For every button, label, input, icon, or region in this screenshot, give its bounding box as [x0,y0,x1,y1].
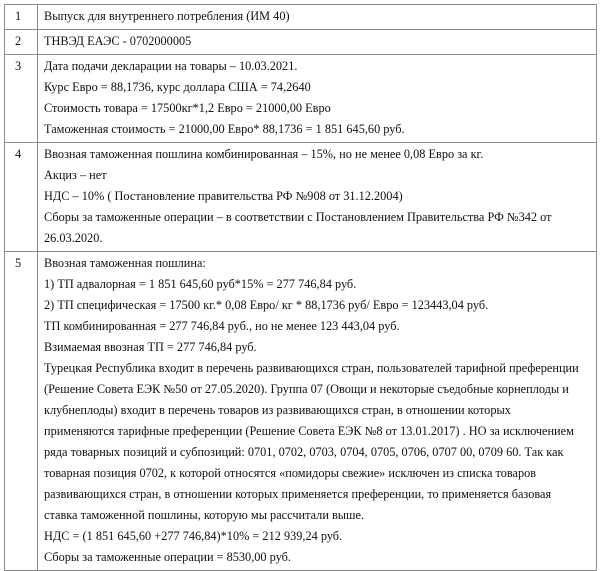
text-line: Сборы за таможенные операции – в соответствии с Постановлением Правительства РФ №342 от [44,210,552,224]
table-row [5,55,597,143]
row-number: 2 [15,34,22,48]
text-line: Ввозная таможенная пошлина комбинированная – 15%, но не менее 0,08 Евро за кг. [44,147,484,161]
text-line: Акциз – нет [44,168,107,182]
text-line: НДС – 10% ( Постановление правительства РФ №908 от 31.12.2004) [44,189,403,203]
text-line: ставка таможенной пошлины, которую мы рассчитали выше. [44,508,365,522]
row-number-cell [5,30,38,55]
row-content-cell [38,252,597,571]
text-line: 1) ТП адвалорная = 1 851 645,60 руб*15% = 277 746,84 руб. [44,277,357,291]
row-number: 4 [15,147,22,161]
text-line: Турецкая Республика входит в перечень развивающихся стран, пользователей тарифной преференции [44,361,579,375]
text-line: ТП комбинированная = 277 746,84 руб., но не менее 123 443,04 руб. [44,319,400,333]
text-line: Ввозная таможенная пошлина: [44,256,206,270]
table-row [5,252,597,571]
row-number-cell [5,252,38,571]
text-line: товарная позиция 0702, к которой относятся «помидоры свежие» исключен из списка товаров [44,466,537,480]
row-content-cell [38,30,597,55]
text-line: Выпуск для внутреннего потребления (ИМ 40) [44,9,290,23]
row-number-cell [5,143,38,252]
text-line: Дата подачи декларации на товары – 10.03.2021. [44,59,298,73]
text-line: развивающихся стран, в отношении которых применяется преференции, то применяется базовая [44,487,552,501]
text-line: применяются тарифные преференции (Решение Совета ЕЭК №8 от 13.01.2017) . НО за исключением [44,424,574,438]
text-line: Сборы за таможенные операции = 8530,00 руб. [44,550,291,564]
row-number: 3 [15,59,22,73]
text-line: 2) ТП специфическая = 17500 кг.* 0,08 Евро/ кг * 88,1736 руб/ Евро = 123443,04 руб. [44,298,489,312]
row-number: 5 [15,256,22,270]
table-row [5,5,597,30]
table-row [5,143,597,252]
text-line: Курс Евро = 88,1736, курс доллара США = 74,2640 [44,80,311,94]
text-line: клубнеплоды) входит в перечень товаров из развивающихся стран, в отношении которых [44,403,511,417]
row-content-cell [38,143,597,252]
row-number-cell [5,55,38,143]
text-line: Таможенная стоимость = 21000,00 Евро* 88,1736 = 1 851 645,60 руб. [44,122,405,136]
text-line: (Решение Совета ЕЭК №50 от 27.05.2020). Группа 07 (Овощи и некоторые съедобные корнеплоды и [44,382,569,396]
info-table [4,4,597,571]
text-line: Взимаемая ввозная ТП = 277 746,84 руб. [44,340,257,354]
text-line: ряда товарных позиций и субпозиций: 0701, 0702, 0703, 0704, 0705, 0706, 0707 00, 0709 60. Так как [44,445,564,459]
table-row [5,30,597,55]
row-content-cell [38,55,597,143]
text-line: НДС = (1 851 645,60 +277 746,84)*10% = 212 939,24 руб. [44,529,343,543]
text-line: ТНВЭД ЕАЭС - 0702000005 [44,34,192,48]
row-number: 1 [15,9,22,23]
row-content-cell [38,5,597,30]
row-number-cell [5,5,38,30]
text-line: Стоимость товара = 17500кг*1,2 Евро = 21000,00 Евро [44,101,331,115]
text-line: 26.03.2020. [44,231,103,245]
